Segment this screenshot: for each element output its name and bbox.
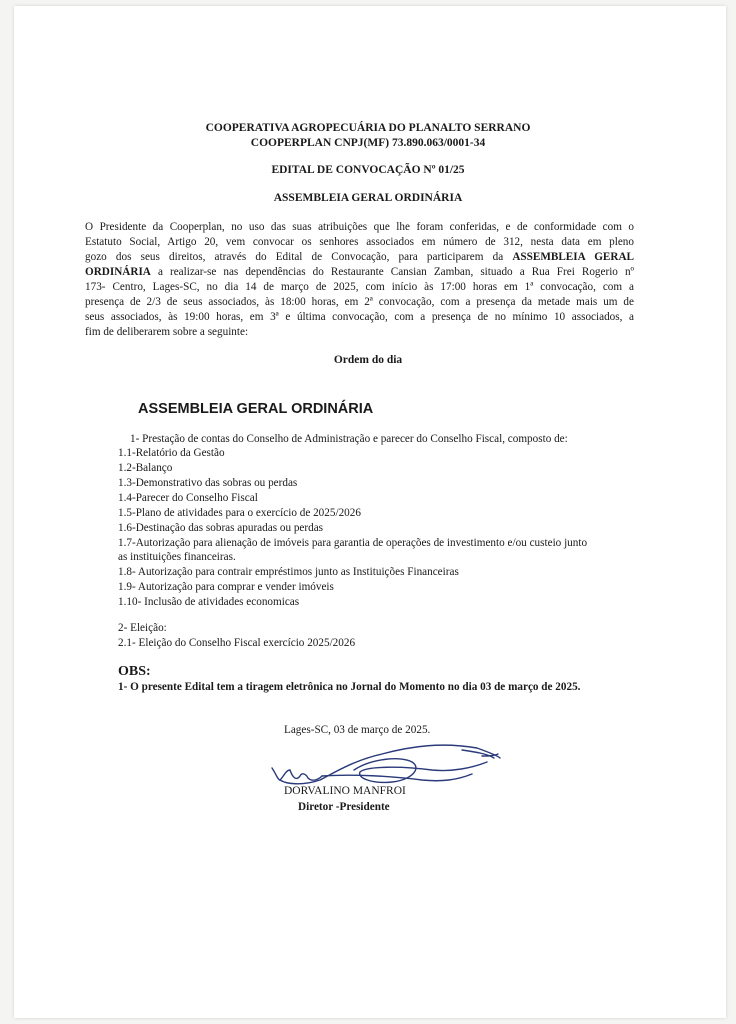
edital-title: EDITAL DE CONVOCAÇÃO Nº 01/25	[271, 164, 465, 176]
agenda-item-1-9: 1.9- Autorização para comprar e vender imóveis	[118, 581, 334, 593]
assembly-title: ASSEMBLEIA GERAL ORDINÁRIA	[273, 192, 463, 204]
intro-line-4-bold: ORDINÁRIA	[85, 266, 151, 278]
intro-line-4-text: a realizar-se nas dependências do Restaurante Cansian Zamban, situado a Rua Frei Rogerio nº	[157, 266, 635, 278]
agenda-item-1-7-line-1: 1.7-Autorização para alienação de imóveis para garantia de operações de investimento e/ou custeio junto	[118, 537, 588, 549]
organization-name: COOPERATIVA AGROPECUÁRIA DO PLANALTO SERRANO	[205, 122, 531, 134]
assembly-heading: ASSEMBLEIA GERAL ORDINÁRIA	[138, 401, 374, 417]
agenda-item-2-1: 2.1- Eleição do Conselho Fiscal exercício 2025/2026	[118, 637, 356, 649]
intro-line-2: Estatuto Social, Artigo 20, vem convocar os senhores associados em número de 312, nesta data em pleno	[85, 236, 634, 248]
agenda-item-1-1: 1.1-Relatório da Gestão	[118, 447, 225, 459]
agenda-item-1-3: 1.3-Demonstrativo das sobras ou perdas	[118, 477, 298, 489]
agenda-item-1-2: 1.2-Balanço	[118, 462, 173, 474]
agenda-item-1-4: 1.4-Parecer do Conselho Fiscal	[118, 492, 258, 504]
place-date: Lages-SC, 03 de março de 2025.	[284, 724, 431, 736]
obs-text: 1- O presente Edital tem a tiragem eletrônica no Jornal do Momento no dia 03 de março de 2025.	[118, 681, 581, 693]
agenda-item-1: 1- Prestação de contas do Conselho de Administração e parecer do Conselho Fiscal, composto de:	[130, 433, 568, 445]
intro-line-1: O Presidente da Cooperplan, no uso das suas atribuições que lhe foram conferidas, e de conformidade com o	[85, 221, 634, 233]
agenda-item-1-5: 1.5-Plano de atividades para o exercício de 2025/2026	[118, 507, 361, 519]
intro-line-4	[85, 265, 634, 280]
signer-name: DORVALINO MANFROI	[284, 785, 406, 797]
intro-line-3	[85, 250, 634, 265]
agenda-item-2: 2- Eleição:	[118, 622, 167, 634]
intro-line-8: fim de deliberarem sobre a seguinte:	[85, 326, 249, 338]
cnpj-line: COOPERPLAN CNPJ(MF) 73.890.063/0001-34	[250, 137, 486, 149]
agenda-item-1-6: 1.6-Destinação das sobras apuradas ou perdas	[118, 522, 324, 534]
intro-line-3-bold: ASSEMBLEIA GERAL	[512, 251, 635, 263]
agenda-item-1-10: 1.10- Inclusão de atividades economicas	[118, 596, 300, 608]
intro-line-7: seus associados, às 19:00 horas, em 3ª e última convocação, com a presença de no mínimo 10 associados, a	[85, 311, 634, 323]
signer-role: Diretor -Presidente	[298, 801, 390, 813]
obs-title: OBS:	[118, 664, 151, 679]
agenda-item-1-7-line-2: as instituições financeiras.	[118, 551, 236, 563]
agenda-item-1-8: 1.8- Autorização para contrair empréstimos junto as Instituições Financeiras	[118, 566, 459, 578]
agenda-title: Ordem do dia	[333, 354, 403, 366]
intro-line-6: presença de 2/3 de seus associados, às 18:00 horas, em 2ª convocação, com a presença da metade mais um de	[85, 296, 634, 308]
intro-line-5: 173- Centro, Lages-SC, no dia 14 de março de 2025, com início às 17:00 horas em 1ª convocação, com a	[85, 281, 634, 293]
intro-line-3-text: gozo dos seus direitos, através do Edital de Convocação, para participarem da	[85, 251, 504, 263]
